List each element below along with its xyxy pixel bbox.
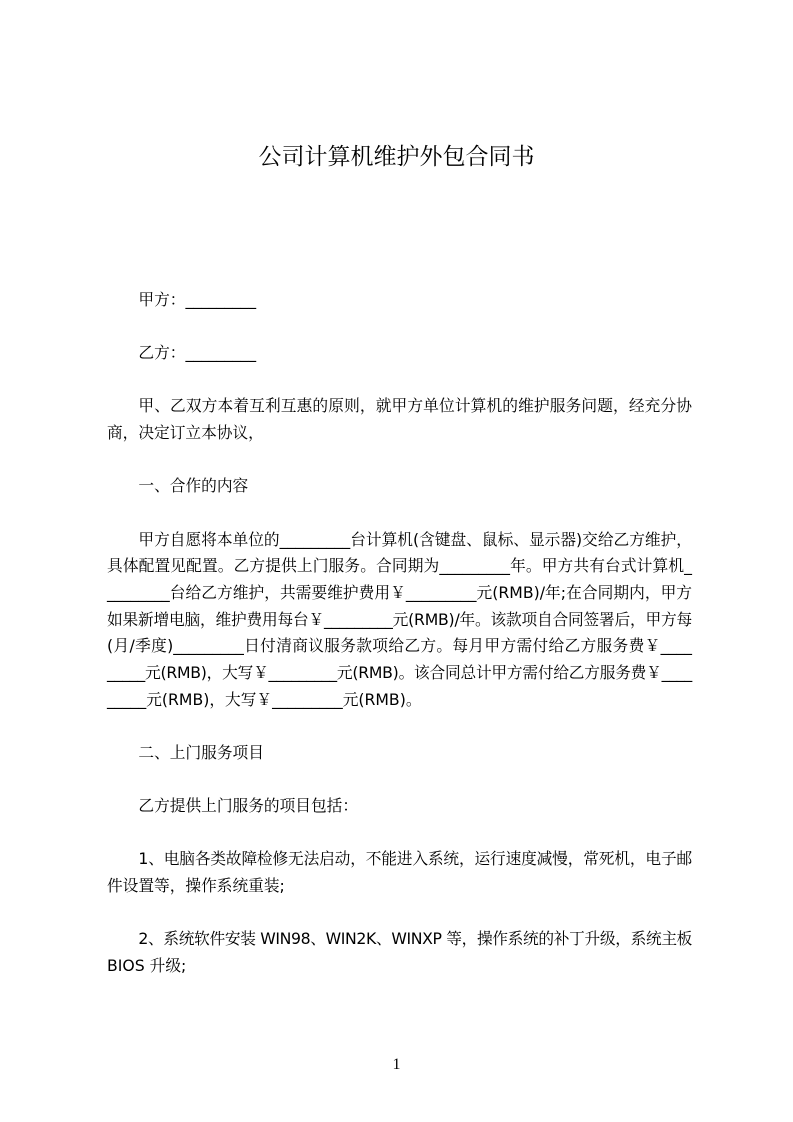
- paragraph-line: 甲方：_________: [138, 289, 257, 309]
- preamble-paragraph: [107, 393, 692, 446]
- paragraph-line: _____元(RMB)，大写￥_________元(RMB)。该合同总计甲方需付给乙方服务费￥____: [107, 662, 692, 682]
- service-item-2: [107, 926, 692, 979]
- section-heading-text: 二、上门服务项目: [138, 742, 264, 762]
- paragraph-line: 甲、乙双方本着互利互惠的原则，就甲方单位计算机的维护服务问题，经充分协: [138, 396, 692, 416]
- paragraph-line: _____元(RMB)，大写￥_________元(RMB)。: [107, 689, 422, 709]
- paragraph-line: 乙方：_________: [138, 342, 257, 362]
- paragraph-line: ________台给乙方维护，共需要维护费用￥_________元(RMB)/年;在合同期内，甲方: [107, 582, 692, 602]
- paragraph-line: 具体配置见配置。乙方提供上门服务。合同期为_________年。甲方共有台式计算机_: [107, 556, 692, 576]
- paragraph-line: 商，决定订立本协议，: [107, 422, 264, 442]
- services-intro: [107, 793, 692, 820]
- party-b-line: [107, 340, 692, 367]
- party-a-line: [107, 287, 692, 314]
- paragraph-line: 2、系统软件安装 WIN98、WIN2K、WINXP 等，操作系统的补丁升级，系统主板: [138, 929, 692, 949]
- document-title: 公司计算机维护外包合同书: [258, 144, 535, 170]
- service-item-1: [107, 846, 692, 899]
- paragraph-line: 如果新增电脑，维护费用每台￥_________元(RMB)/年。该款项自合同签署后，甲方每: [107, 609, 692, 629]
- cooperation-content-paragraph: [107, 527, 692, 714]
- document-body: [107, 287, 692, 1007]
- paragraph-line: 乙方提供上门服务的项目包括：: [138, 796, 359, 816]
- section-heading-onsite-services: [107, 740, 692, 767]
- paragraph-line: BIOS 升级;: [107, 956, 187, 976]
- paragraph-line: 1、电脑各类故障检修无法启动，不能进入系统，运行速度减慢，常死机，电子邮: [138, 849, 692, 869]
- section-heading-text: 一、合作的内容: [138, 476, 249, 496]
- page-number: 1: [392, 1056, 401, 1073]
- paragraph-line: (月/季度)_________日付清商议服务款项给乙方。每月甲方需付给乙方服务费￥____: [107, 636, 692, 656]
- section-heading-cooperation: [107, 473, 692, 500]
- paragraph-line: 甲方自愿将本单位的_________台计算机(含键盘、鼠标、显示器)交给乙方维护，: [138, 529, 692, 549]
- paragraph-line: 件设置等，操作系统重装;: [107, 876, 285, 896]
